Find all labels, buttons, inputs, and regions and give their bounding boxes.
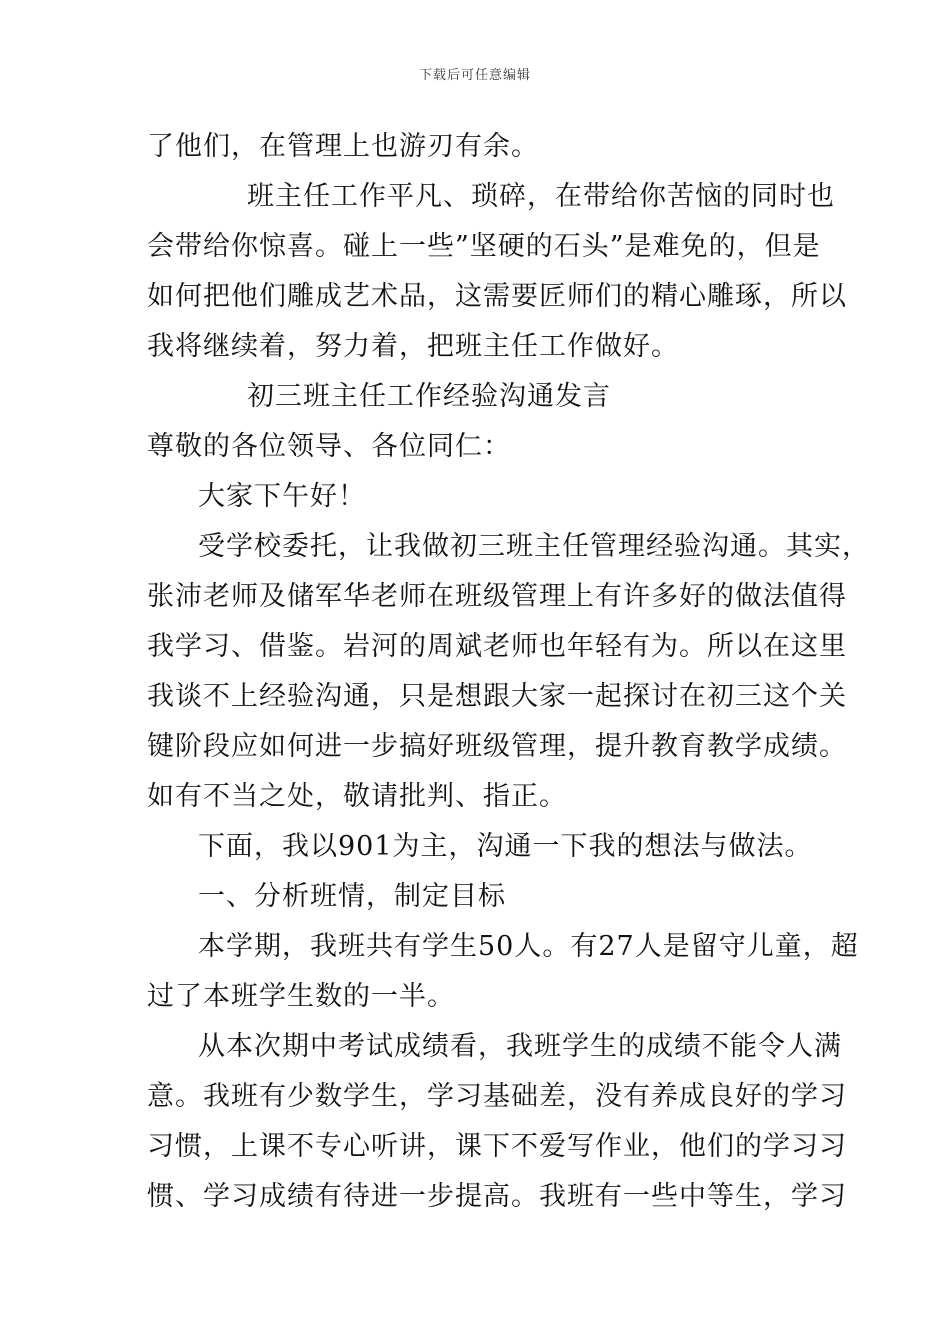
text-line-11: 我学习、借鉴。岩河的周斌老师也年轻有为。所以在这里 xyxy=(147,631,847,662)
text-line-10: 张沛老师及储军华老师在班级管理上有许多好的做法值得 xyxy=(147,581,847,612)
text-line-1: 了他们，在管理上也游刃有余。 xyxy=(147,131,539,162)
text-line-12: 我谈不上经验沟通，只是想跟大家一起探讨在初三这个关 xyxy=(147,681,847,712)
text-line-18: 过了本班学生数的一半。 xyxy=(147,981,455,1012)
text-line-13: 键阶段应如何进一步搞好班级管理，提升教育教学成绩。 xyxy=(147,731,847,762)
text-line-3: 会带给你惊喜。碰上一些”坚硬的石头”是难免的，但是 xyxy=(147,231,821,262)
greeting: 大家下午好！ xyxy=(198,481,366,512)
text-line-14: 如有不当之处，敬请批判、指正。 xyxy=(147,781,567,812)
text-line-19: 从本次期中考试成绩看，我班学生的成绩不能令人满 xyxy=(198,1031,842,1062)
text-line-5: 我将继续着，努力着，把班主任工作做好。 xyxy=(147,331,679,362)
page-header: 下载后可任意编辑 xyxy=(418,68,531,83)
text-line-17: 本学期，我班共有学生50人。有27人是留守儿童，超 xyxy=(198,931,859,962)
subheading-1: 一、分析班情，制定目标 xyxy=(198,881,506,912)
text-line-22: 惯、学习成绩有待进一步提高。我班有一些中等生，学习 xyxy=(147,1181,847,1212)
section-heading: 初三班主任工作经验沟通发言 xyxy=(247,381,611,412)
text-line-2: 班主任工作平凡、琐碎，在带给你苦恼的同时也 xyxy=(247,181,835,212)
text-line-9: 受学校委托，让我做初三班主任管理经验沟通。其实， xyxy=(198,531,870,562)
salutation: 尊敬的各位领导、各位同仁： xyxy=(147,431,511,462)
text-line-21: 习惯，上课不专心听讲，课下不爱写作业，他们的学习习 xyxy=(147,1131,847,1162)
text-line-20: 意。我班有少数学生，学习基础差，没有养成良好的学习 xyxy=(147,1081,847,1112)
text-line-4: 如何把他们雕成艺术品，这需要匠师们的精心雕琢，所以 xyxy=(147,281,847,312)
text-line-15: 下面，我以901为主，沟通一下我的想法与做法。 xyxy=(198,831,813,862)
